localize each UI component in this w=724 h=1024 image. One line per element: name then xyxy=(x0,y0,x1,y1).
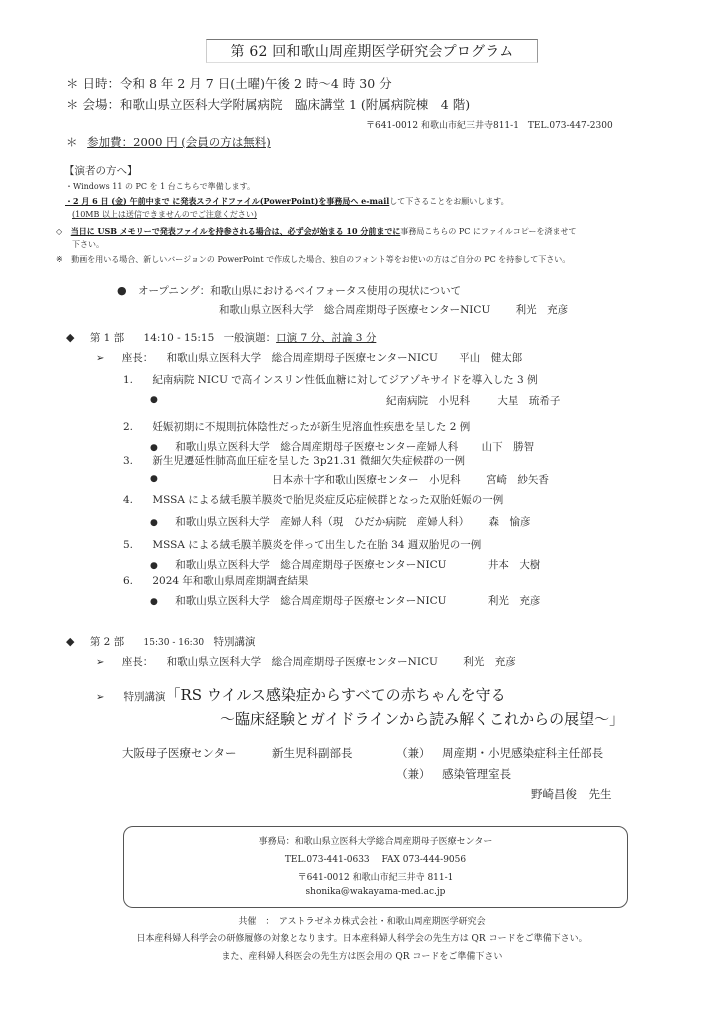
part1-chair-label: 座長： xyxy=(121,352,154,364)
opening-affiliation: 和歌山県立医科大学 総合周産期母子医療センターNICU xyxy=(219,304,491,316)
note-usb-cont: 下さい。 xyxy=(72,240,104,249)
talk-4-presenter xyxy=(150,514,531,529)
talk-title: MSSA による絨毛膜羊膜炎で胎児炎症反応症候群となった双胎妊娠の一例 xyxy=(152,494,504,506)
talk-number: 5. xyxy=(123,539,134,551)
talk-speaker: 宮崎 紗矢香 xyxy=(485,474,549,486)
talk-affiliation: 日本赤十字和歌山医療センター 小児科 xyxy=(272,474,461,486)
diamond-bullet-icon: ◆ xyxy=(66,331,75,344)
talk-2-presenter xyxy=(150,439,534,454)
part2-chair-affiliation: 和歌山県立医科大学 総合周産期母子医療センターNICU xyxy=(166,656,438,668)
arrow-bullet-icon: ➢ xyxy=(96,657,105,668)
talk-speaker: 井本 大樹 xyxy=(487,559,541,571)
note-usb xyxy=(56,226,576,237)
talk-5-presenter xyxy=(150,557,540,572)
fee-text: 参加費：2000 円 (会員の方は無料) xyxy=(87,135,271,149)
part1-time: 14:10 - 15:15 xyxy=(143,332,215,344)
note-video xyxy=(56,254,570,265)
bullet-icon: ● xyxy=(150,443,158,453)
office-email[interactable]: shonika@wakayama-med.ac.jp xyxy=(305,887,446,897)
speaker-name: 野崎昌俊 先生 xyxy=(531,787,612,801)
office-name: 事務局：和歌山県立医科大学総合周産期母子医療センター xyxy=(258,837,493,847)
note-deadline-emphasis: ・2 月 6 日 (金) 午前中まで に発表スライドファイル(PowerPoint)を事務局へ e-mail xyxy=(65,196,390,206)
talk-3-title-line xyxy=(123,453,465,468)
part1-header xyxy=(66,330,376,345)
talk-5-title-line xyxy=(123,537,481,552)
note-video-text: 動画を用いる場合、新しいバージョンの PowerPoint で作成した場合、独自のフォント等をお使いの方はご自分の PC を持参して下さい。 xyxy=(71,255,571,264)
concurrent-mark: （兼） xyxy=(396,746,431,760)
bullet-icon: ● xyxy=(117,284,127,297)
talk-affiliation: 紀南病院 小児科 xyxy=(386,395,470,407)
special-lecture xyxy=(96,684,506,705)
opening-presenter xyxy=(219,302,568,317)
bullet-icon: ● xyxy=(150,474,158,484)
talk-affiliation: 和歌山県立医科大学 総合周産期母子医療センター産婦人科 xyxy=(175,441,459,453)
office-address: 〒641-0012 和歌山市紀三井寺 811-1 xyxy=(297,873,454,883)
lecture-label: 特別講演 xyxy=(123,691,166,703)
talk-6-title-line xyxy=(123,573,308,588)
opening-title: オープニング：和歌山県におけるベイフォータス使用の現状について xyxy=(137,285,462,297)
note-size-limit: (10MB 以上は送信できませんのでご注意ください) xyxy=(72,210,258,219)
concurrent-role: 周産期・小児感染症科主任部長 xyxy=(442,746,604,760)
presenters-heading: 【演者の方へ】 xyxy=(64,165,138,177)
part2-chair xyxy=(96,654,516,669)
asterisk-icon: ＊ xyxy=(66,76,79,91)
note-usb-rest: 事務局こちらの PC にファイルコピーを済ませて xyxy=(400,227,577,236)
opening-speaker: 利光 充彦 xyxy=(515,304,569,316)
talk-number: 3. xyxy=(123,455,134,467)
part1-label: 第 1 部 xyxy=(89,332,125,344)
concurrent-2 xyxy=(396,766,511,782)
credit-note-2: また、産科婦人科医会の先生方は医会用の QR コードをご準備下さい xyxy=(221,952,503,962)
arrow-bullet-icon: ➢ xyxy=(96,692,105,703)
talk-speaker: 利光 充彦 xyxy=(487,595,541,607)
lecture-title-line2: ～臨床経験とガイドラインから読み解くこれからの展望～」 xyxy=(220,710,625,728)
venue-address: 〒641-0012 和歌山市紀三井寺811-1 TEL.073-447-2300 xyxy=(366,121,613,131)
diamond-bullet-icon: ◆ xyxy=(66,635,75,648)
talk-number: 2. xyxy=(123,421,134,433)
talk-affiliation: 和歌山県立医科大学 総合周産期母子医療センターNICU xyxy=(175,559,447,571)
part2-header xyxy=(66,634,256,649)
venue-value: 和歌山県立医科大学附属病院 臨床講堂 1 (附属病院棟 4 階) xyxy=(120,97,471,112)
diamond-mark-icon: ◇ xyxy=(56,227,63,236)
talk-number: 1. xyxy=(123,374,134,386)
part2-time: 15:30 - 16:30 xyxy=(143,638,205,648)
bullet-icon: ● xyxy=(150,395,158,405)
part1-chair-name: 平山 健太郎 xyxy=(459,352,523,364)
talk-speaker: 山下 勝智 xyxy=(481,441,535,453)
venue-line xyxy=(66,95,470,113)
part1-chair-affiliation: 和歌山県立医科大学 総合周産期母子医療センターNICU xyxy=(166,352,438,364)
datetime-line xyxy=(66,74,392,92)
note-deadline-rest: して下さることをお願いします。 xyxy=(389,197,509,206)
speaker-role: 新生児科副部長 xyxy=(272,746,353,760)
bullet-icon: ● xyxy=(150,561,158,571)
talk-1-presenter xyxy=(150,393,158,405)
note-deadline xyxy=(65,196,509,207)
note-mark-icon: ※ xyxy=(56,255,63,264)
asterisk-icon: ＊ xyxy=(66,135,78,149)
talk-2-title-line xyxy=(123,419,470,434)
talk-1-affiliation-line xyxy=(386,393,560,408)
venue-label: 会場： xyxy=(82,97,121,112)
talk-number: 6. xyxy=(123,575,134,587)
fee-line xyxy=(66,134,271,150)
part1-rule: 口演 7 分、討論 3 分 xyxy=(276,332,377,344)
talk-title: 新生児遷延性肺高血圧症を呈した 3p21.31 微細欠失症候群の一例 xyxy=(152,455,466,467)
talk-4-title-line xyxy=(123,492,503,507)
credit-note: 日本産科婦人科学会の研修履修の対象となります。日本産科婦人科学会の先生方は QR コードをご準備下さい。 xyxy=(136,934,588,944)
part1-chair xyxy=(96,350,522,365)
talk-3-presenter xyxy=(150,472,158,484)
office-phone: TEL.073-441-0633 FAX 073-444-9056 xyxy=(284,855,467,865)
part2-chair-name: 利光 充彦 xyxy=(463,656,516,668)
talk-6-presenter xyxy=(150,593,540,608)
note-pc: ・Windows 11 の PC を 1 台こちらで準備します。 xyxy=(65,182,255,191)
talk-1-title-line xyxy=(123,372,538,387)
concurrent-role: 感染管理室長 xyxy=(442,767,512,781)
talk-number: 4. xyxy=(123,494,134,506)
bullet-icon: ● xyxy=(150,597,158,607)
lecture-title-line1: 「RS ウイルス感染症からすべての赤ちゃんを守る xyxy=(165,686,506,704)
part2-label: 第 2 部 xyxy=(89,636,125,648)
arrow-bullet-icon: ➢ xyxy=(96,353,105,364)
talk-3-affiliation-line xyxy=(272,472,549,487)
asterisk-icon: ＊ xyxy=(66,97,79,112)
talk-title: 妊娠初期に不規則抗体陰性だったが新生児溶血性疾患を呈した 2 例 xyxy=(152,421,471,433)
datetime-label: 日時： xyxy=(82,76,121,91)
opening-line xyxy=(117,283,461,298)
title-text: 第 62 回和歌山周産期医学研究会プログラム xyxy=(230,44,514,60)
talk-title: MSSA による絨毛膜羊膜炎を伴って出生した在胎 34 週双胎児の一例 xyxy=(152,539,482,551)
talk-title: 紀南病院 NICU で高インスリン性低血糖に対してジアゾキサイドを導入した 3 例 xyxy=(152,374,538,386)
concurrent-mark: （兼） xyxy=(396,767,431,781)
bullet-icon: ● xyxy=(150,518,158,528)
page-title xyxy=(206,39,538,63)
part2-chair-label: 座長： xyxy=(121,656,154,668)
talk-title: 2024 年和歌山県周産期調査結果 xyxy=(152,575,309,587)
note-usb-emphasis: 当日に USB メモリーで発表ファイルを持参される場合は、必ず会が始まる 10 分前までに xyxy=(70,226,401,236)
talk-speaker: 森 愉彦 xyxy=(488,516,531,528)
talk-speaker: 大星 琉希子 xyxy=(497,395,561,407)
speaker-org: 大阪母子医療センター xyxy=(122,746,237,760)
part2-type: 特別講演 xyxy=(213,636,256,648)
talk-affiliation: 和歌山県立医科大学 産婦人科（現 ひだか病院 産婦人科） xyxy=(175,516,470,528)
datetime-value: 令和 8 年 2 月 7 日(土曜)午後 2 時～4 時 30 分 xyxy=(120,76,392,91)
part1-type: 一般演題： xyxy=(223,332,277,344)
sponsor-line: 共催 ： アストラゼネカ株式会社・和歌山周産期医学研究会 xyxy=(238,917,486,927)
concurrent-1 xyxy=(396,745,603,761)
talk-affiliation: 和歌山県立医科大学 総合周産期母子医療センターNICU xyxy=(175,595,447,607)
